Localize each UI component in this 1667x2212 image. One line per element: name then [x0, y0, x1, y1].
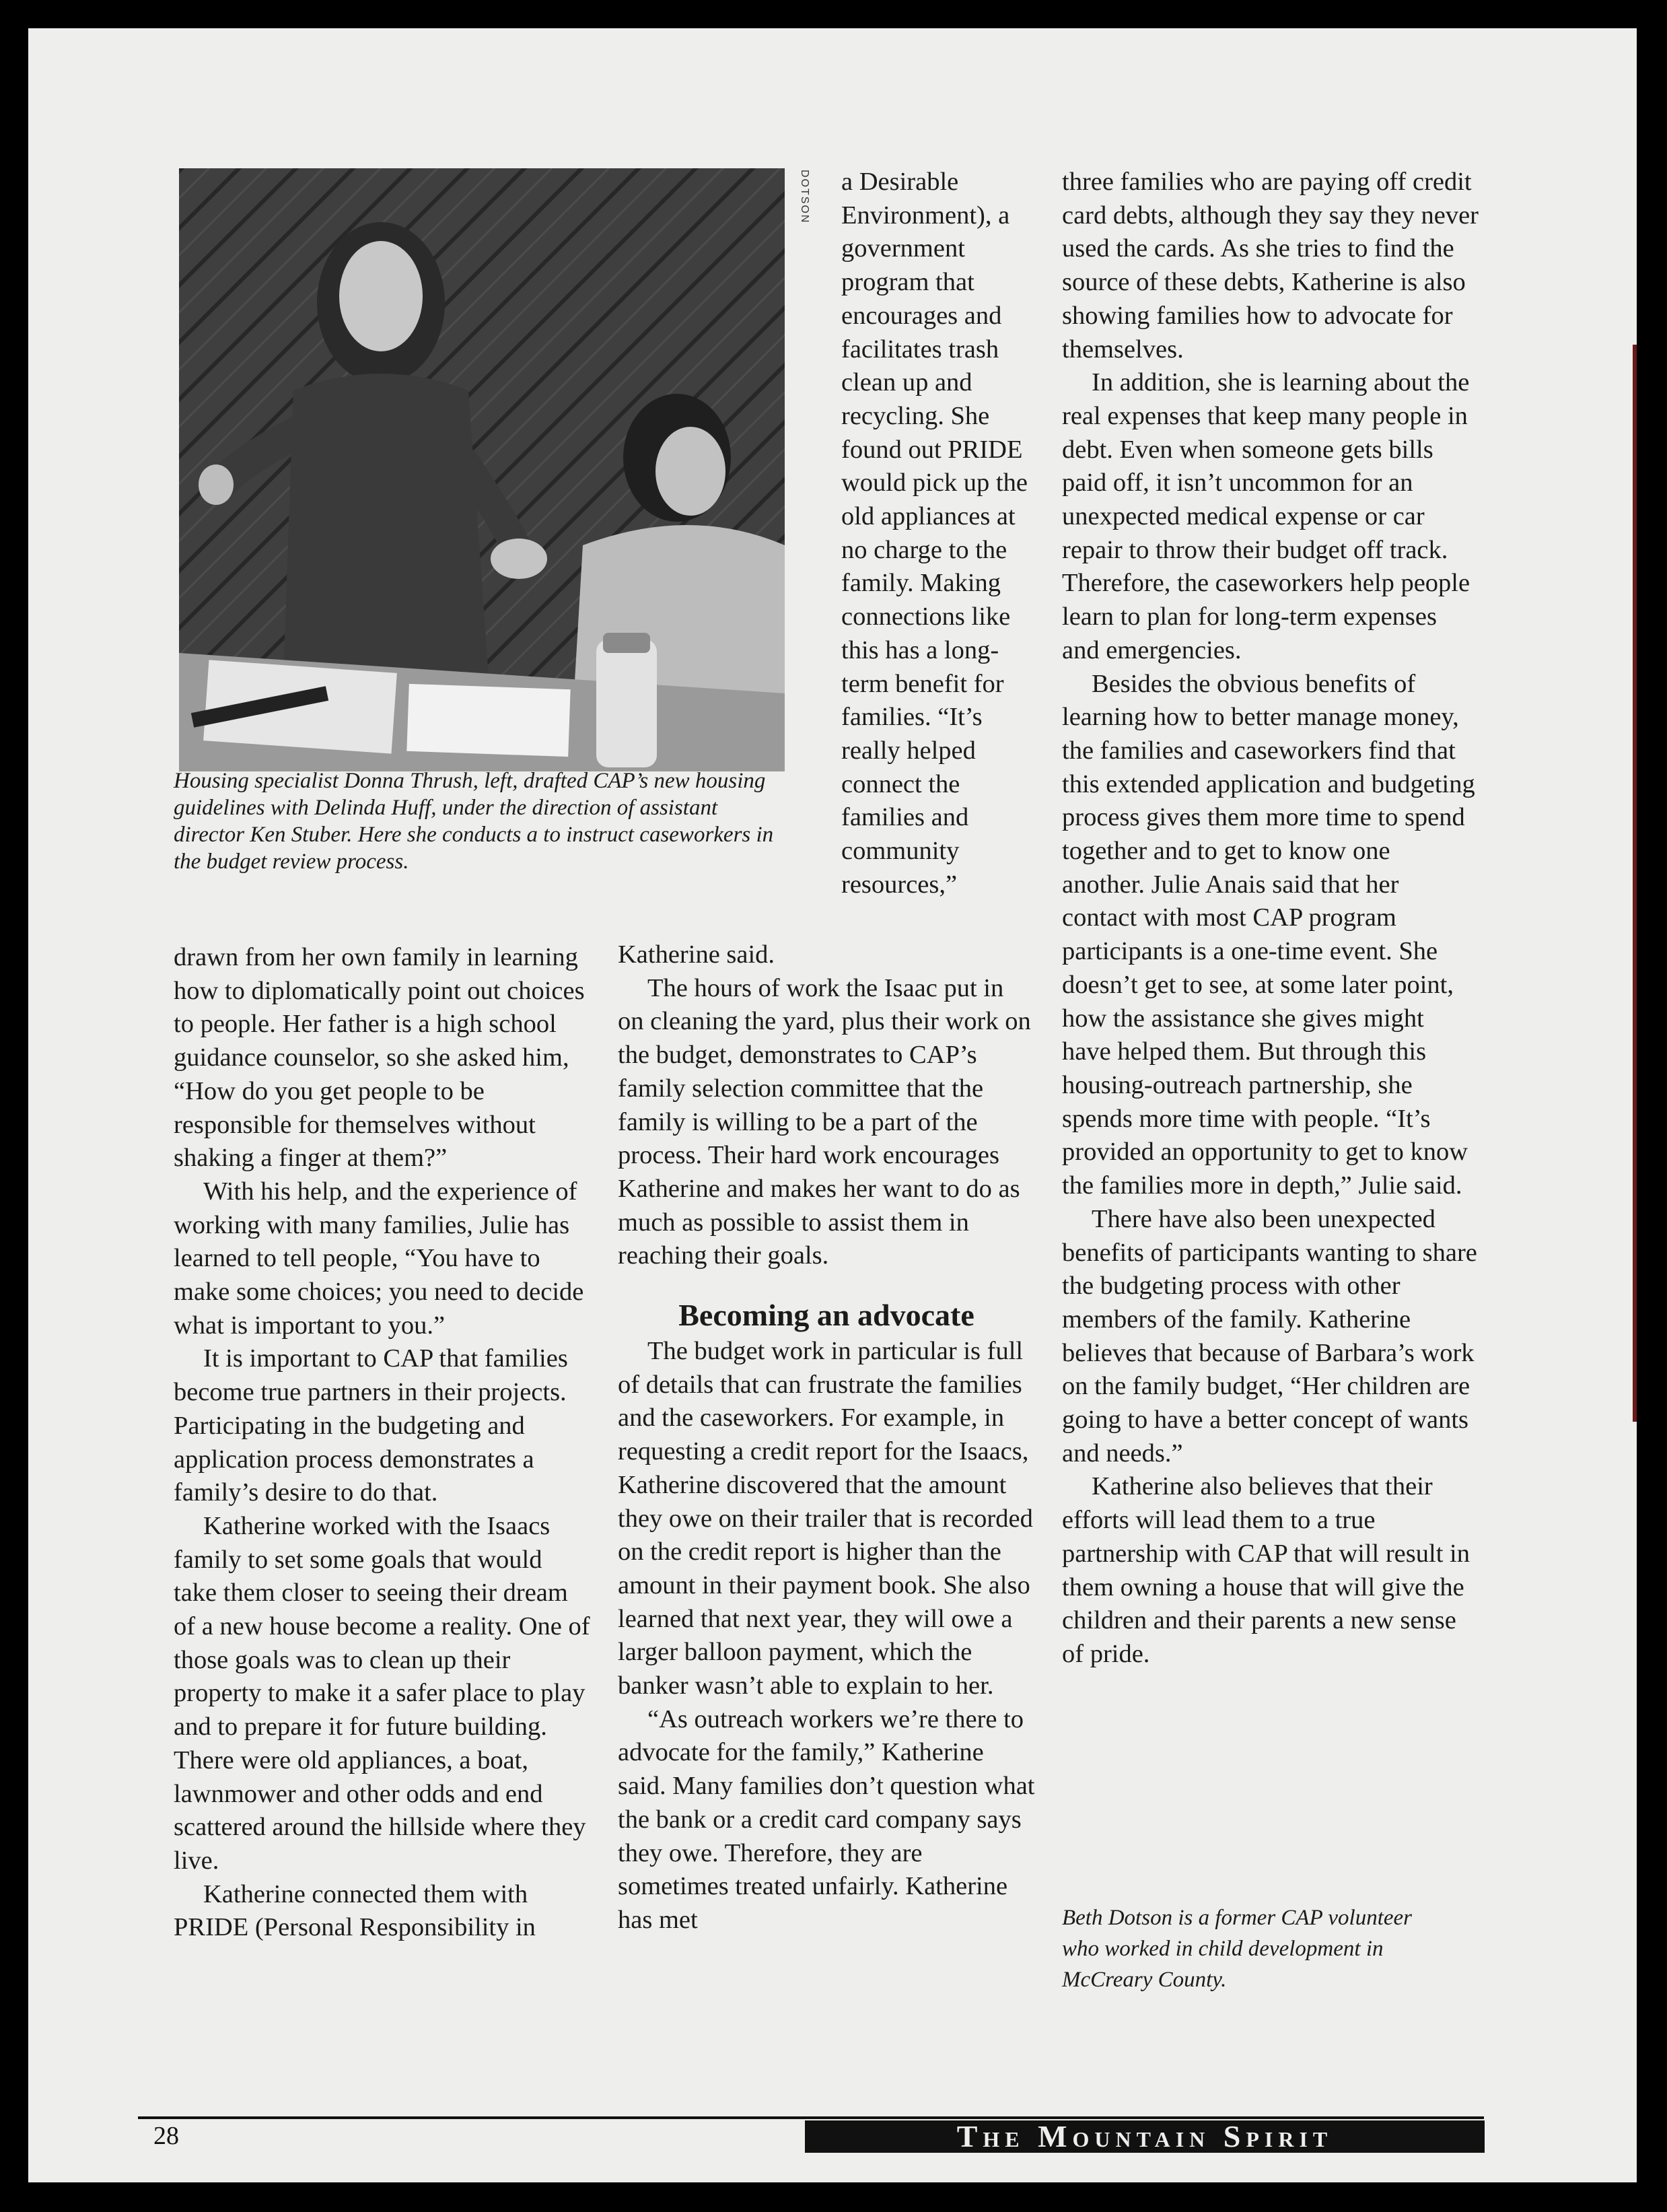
publication-masthead: The Mountain Spirit	[805, 2120, 1485, 2153]
paragraph: With his help, and the experience of working with many families, Julie has learned to tell people, “You have to make some choices; you need to decide what is important to you.”	[174, 1177, 584, 1340]
section-heading: Becoming an advocate	[678, 1298, 974, 1333]
photo-illustration	[179, 168, 785, 771]
paragraph: drawn from her own family in learning how to diplomatically point out choices to people. Her father is a high school guidance counselor, so she asked him, “How do you get people to be responsible for themselves without shaking a finger at them?”	[174, 943, 585, 1173]
article-photo	[179, 168, 785, 771]
paragraph: Katherine said.	[618, 940, 775, 969]
photo-credit: DOTSON	[799, 170, 810, 224]
page-edge-mark	[1633, 345, 1637, 1422]
paragraph: The budget work in particular is full of details that can frustrate the families and the caseworkers. For example, in requesting a credit report for the Isaacs, Katherine discovered that the amount they owe on their trailer that is recorded on the credit report is higher than the amount in their payment book. She also learned that next year, they will owe a larger balloon payment, which the banker wasn’t able to explain to her.	[618, 1337, 1033, 1700]
paragraph: Katherine connected them with PRIDE (Personal Responsibility in	[174, 1879, 536, 1942]
paragraph: In addition, she is learning about the real expenses that keep many people in debt. Even when someone gets bills paid off, it isn’t uncommon for an unexpected medical expense or car repair to throw their budget off track. Therefore, the caseworkers help people learn to plan for long-term expenses and emergencies.	[1062, 368, 1470, 664]
paragraph: three families who are paying off credit card debts, although they say they never used the cards. As she tries to find the source of these debts, Katherine is also showing families how to advocate for themselves.	[1062, 168, 1479, 364]
paragraph: “As outreach workers we’re there to advocate for the family,” Katherine said. Many families don’t question what the bank or a credit card company says they owe. Therefore, they are sometimes treated unfairly. Katherine has met	[618, 1704, 1035, 1934]
column-2	[618, 938, 1035, 1937]
page-number: 28	[153, 2122, 179, 2150]
author-bio: Beth Dotson is a former CAP volunteer who worked in child development in McCreary County.	[1062, 1906, 1413, 1992]
column-3	[1062, 166, 1479, 1671]
paragraph: Besides the obvious benefits of learning how to better manage money, the families and caseworkers find that this extended application and budgeting process gives them more time to spend together and to get to know one another. Julie Anais said that her contact with most CAP program participants is a one-time event. She doesn’t get to see, at some later point, how the assistance she gives might have helped them. But through this housing-outreach partnership, she spends more time with people. “It’s provided an opportunity to get to know the families more in depth,” Julie said.	[1062, 669, 1475, 1200]
paragraph: It is important to CAP that families become true partners in their projects. Participating in the budgeting and application process demonstrates a family’s desire to do that.	[174, 1344, 568, 1507]
column-2-top	[841, 166, 1043, 901]
paragraph: There have also been unexpected benefits of participants wanting to share the budgeting process with other members of the family. Katherine believes that because of Barbara’s work on the family budget, “Her children are going to have a better concept of wants and needs.”	[1062, 1204, 1477, 1467]
paragraph: Katherine also believes that their efforts will lead them to a true partnership with CAP that will result in them owning a house that will give the children and their parents a new sense of pride.	[1062, 1472, 1470, 1668]
paragraph: Katherine worked with the Isaacs family to set some goals that would take them closer to seeing their dream of a new house become a reality. One of those goals was to clean up their property to make it a safer place to play and to prepare it for future building. There were old appliances, a boat, lawnmower and other odds and end scattered around the hillside where they live.	[174, 1511, 590, 1875]
paragraph: a Desirable Environment), a government program that encourages and facilitates trash clean up and recycling. She found out PRIDE would pick up the old appliances at no charge to the family. Making connections like this has a long-term benefit for families. “It’s really helped connect the families and community resources,”	[841, 168, 1028, 899]
paragraph: The hours of work the Isaac put in on cleaning the yard, plus their work on the budget, demonstrates to CAP’s family selection committee that the family is willing to be a part of the process. Their hard work encourages Katherine and makes her want to do as much as possible to assist them in reaching their goals.	[618, 973, 1031, 1270]
column-1	[174, 941, 591, 1945]
photo-caption: Housing specialist Donna Thrush, left, drafted CAP’s new housing guidelines with Delinda Huff, under the direction of assistant director Ken Stuber. Here she conducts a to instruct caseworkers in the budget review process.	[174, 769, 774, 874]
